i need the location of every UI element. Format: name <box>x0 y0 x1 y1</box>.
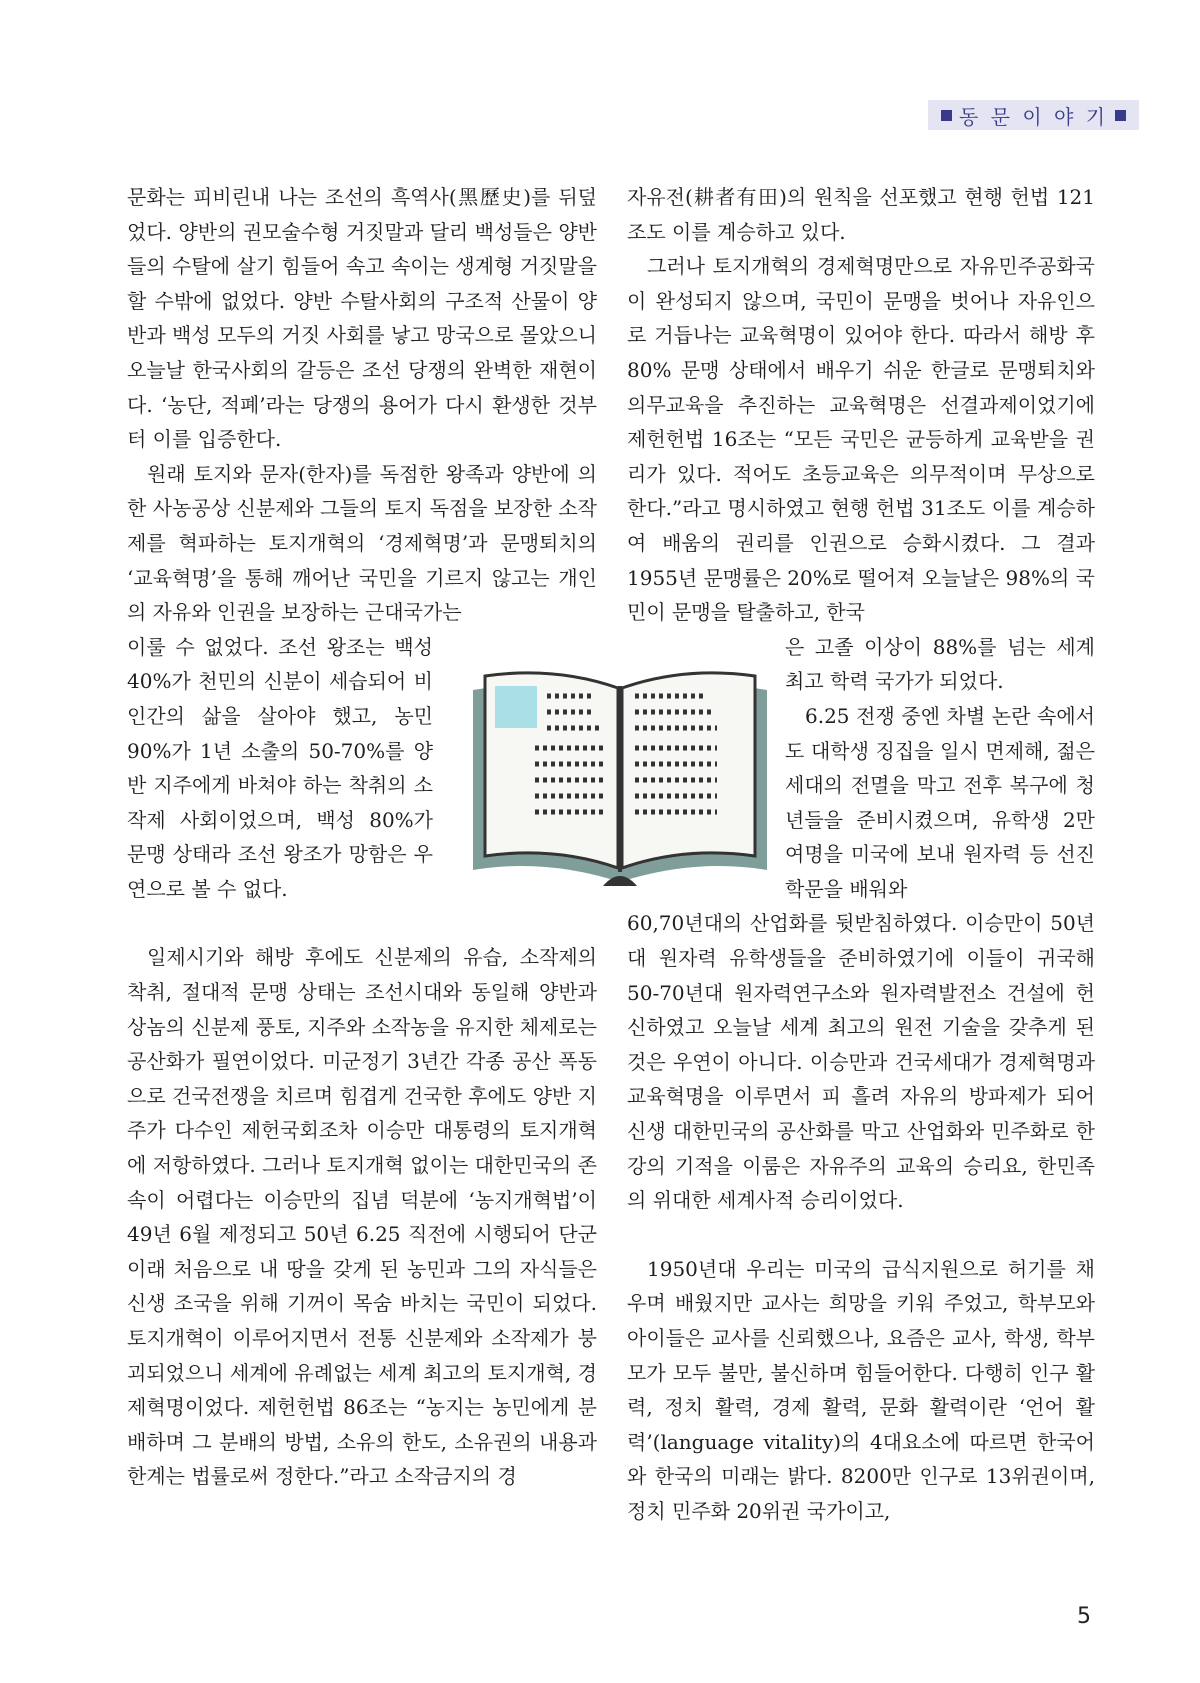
paragraph: 원래 토지와 문자(한자)를 독점한 왕족과 양반에 의한 사농공상 신분제와 그들의 토지 독점을 보장한 소작제를 혁파하는 토지개혁의 ‘경제혁명’과 문맹퇴치의 ‘교육혁명’을 통해 깨어난 국민을 기르지 않고는 개인의 자유와 인권을 보장하는 근대국가는 <box>127 461 597 625</box>
paragraph: 자유전(耕者有田)의 원칙을 선포했고 현행 헌법 121조도 이를 계승하고 있다. <box>627 185 1095 244</box>
square-bullet-icon <box>1115 110 1126 121</box>
section-title: 동 문 이 야 기 <box>959 104 1109 129</box>
paragraph: 60,70년대의 산업화를 뒷받침하였다. 이승만이 50년대 원자력 유학생들을 준비하였기에 이들이 귀국해 50-70년대 원자력연구소와 원자력발전소 건설에 헌신하였고 오늘날 세계 최고의 원전 기술을 갖추게 된 것은 우연이 아니다. 이승만과 건국세대가 경제혁명과 교육혁명을 이루면서 피 흘려 자유의 방파제가 되어 신생 대한민국의 공산화를 막고 산업화와 민주화로 한강의 기적을 이룸은 자유주의 교육의 승리요, 한민족의 위대한 세계사적 승리이었다. <box>627 911 1095 1213</box>
paragraph: 일제시기와 해방 후에도 신분제의 유습, 소작제의 착취, 절대적 문맹 상태는 조선시대와 동일해 양반과 상놈의 신분제 풍토, 지주와 소작농을 유지한 체제로는 공산화가 필연이었다. 미군정기 3년간 각종 공산 폭동으로 건국전쟁을 치르며 힘겹게 건국한 후에도 양반 지주가 다수인 제헌국회조차 이승만 대통령의 토지개혁에 저항하였다. 그러나 토지개혁 없이는 대한민국의 존속이 어렵다는 이승만의 집념 덕분에 ‘농지개혁법’이 49년 6월 제정되고 50년 6.25 직전에 시행되어 단군 이래 처음으로 내 땅을 갖게 된 농민과 그의 자식들은 신생 조국을 위해 기꺼이 목숨 바치는 국민이 되었다. 토지개혁이 이루어지면서 전통 신분제와 소작제가 붕괴되었으니 세계에 유례없는 세계 최고의 토지개혁, 경제혁명이었다. 제헌헌법 86조는 “농지는 농민에게 분배하며 그 분배의 방법, 소유의 한도, 소유권의 내용과 한계는 법률로써 정한다.”라고 소작금지의 경 <box>127 945 597 1489</box>
paragraph: 1950년대 우리는 미국의 급식지원으로 허기를 채우며 배웠지만 교사는 희망을 키워 주었고, 학부모와 아이들은 교사를 신뢰했으나, 요즘은 교사, 학생, 학부모가 모두 불만, 불신하며 힘들어한다. 다행히 인구 활력, 정치 활력, 경제 활력, 문화 활력이란 ‘언어 활력’(language vitality)의 4대요소에 따르면 한국어와 한국의 미래는 밝다. 8200만 인구로 13위권이며, 정치 민주화 20위권 국가이고, <box>627 1256 1095 1523</box>
paragraph: 6.25 전쟁 중엔 차별 논란 속에서도 대학생 징집을 일시 면제해, 젊은 세대의 전멸을 막고 전후 복구에 청년들을 준비시켰으며, 유학생 2만 여명을 미국에 보내 원자력 등 선진 학문을 배워와 <box>785 703 1095 901</box>
paragraph: 은 고졸 이상이 88%를 넘는 세계 최고 학력 국가가 되었다. <box>785 634 1095 694</box>
paragraph: 이룰 수 없었다. 조선 왕조는 백성 40%가 천민의 신분이 세습되어 비인간의 삶을 살아야 했고, 농민 90%가 1년 소출의 50-70%를 양반 지주에게 바쳐야 하는 착취의 소작제 사회이었으며, 백성 80%가 문맹 상태라 조선 왕조가 망함은 우연으로 볼 수 없다. <box>127 634 433 901</box>
paragraph: 문화는 피비린내 나는 조선의 흑역사(黑歷史)를 뒤덮었다. 양반의 권모술수형 거짓말과 달리 백성들은 양반들의 수탈에 살기 힘들어 속고 속이는 생계형 거짓말을 할 수밖에 없었다. 양반 수탈사회의 구조적 산물이 양반과 백성 모두의 거짓 사회를 낳고 망국으로 몰았으니 오늘날 한국사회의 갈등은 조선 당쟁의 완벽한 재현이다. ‘농단, 적폐’라는 당쟁의 용어가 다시 환생한 것부터 이를 입증한다. <box>127 185 597 452</box>
page-number: 5 <box>1077 1604 1091 1629</box>
section-tag <box>928 100 1139 130</box>
paragraph: 그러나 토지개혁의 경제혁명만으로 자유민주공화국이 완성되지 않으며, 국민이 문맹을 벗어나 자유인으로 거듭나는 교육혁명이 있어야 한다. 따라서 해방 후 80% 문맹 상태에서 배우기 쉬운 한글로 문맹퇴치와 의무교육을 추진하는 교육혁명은 선결과제이었기에 제헌헌법 16조는 “모든 국민은 균등하게 교육받을 권리가 있다. 적어도 초등교육은 의무적이며 무상으로 한다.”라고 명시하였고 현행 헌법 31조도 이를 계승하여 배움의 권리를 인권으로 승화시켰다. 그 결과 1955년 문맹률은 20%로 떨어져 오늘날은 98%의 국민이 문맹을 탈출하고, 한국 <box>627 254 1095 625</box>
open-book-illustration <box>455 660 785 900</box>
square-bullet-icon <box>941 110 952 121</box>
